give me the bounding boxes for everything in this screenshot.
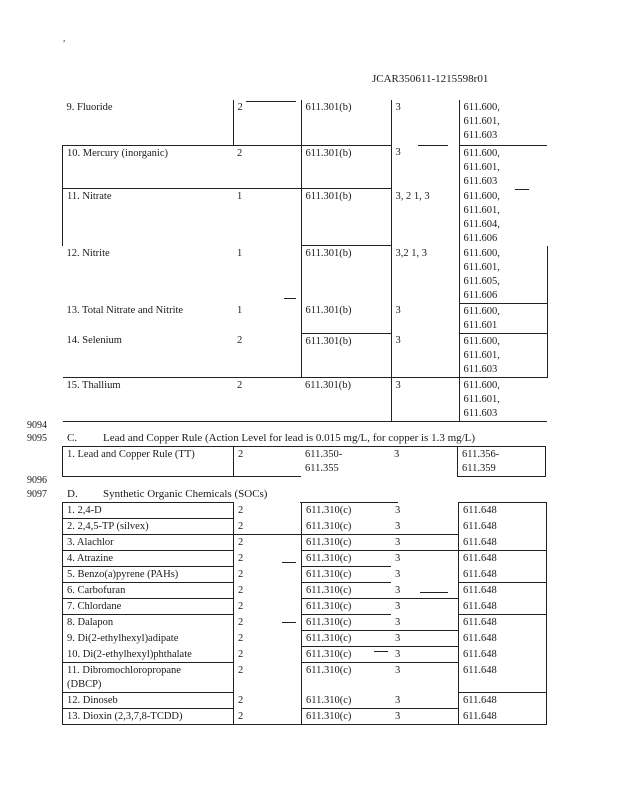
- corner-mark: ,: [63, 33, 66, 43]
- table-row: [63, 693, 547, 709]
- section-cell: 611.301(b): [301, 246, 391, 304]
- contaminant-cell: 12. Dinoseb: [63, 693, 234, 709]
- method-cell: 611.600, 611.601: [459, 303, 547, 333]
- contaminant-cell: 9. Fluoride: [63, 100, 234, 145]
- mcl-cell: 2: [238, 664, 244, 676]
- mcl-cell: 2: [238, 600, 244, 612]
- method-cell: 611.648: [459, 503, 547, 519]
- mcl-cell: 2: [233, 100, 301, 145]
- method-cell: 611.600, 611.601, 611.603: [459, 377, 547, 421]
- method-cell: 611.648: [459, 647, 547, 663]
- table-row: [63, 599, 547, 615]
- contaminant-cell: 8. Dalapon: [63, 615, 234, 631]
- line-number: 9095: [27, 433, 47, 444]
- method-cell: 611.648: [459, 631, 547, 647]
- table-row: [63, 567, 547, 583]
- section-cell: 611.310(c): [302, 551, 392, 567]
- mcl-cell: 2: [238, 537, 244, 548]
- table-rule-fragment: [418, 145, 448, 146]
- section-c-title: Lead and Copper Rule (Action Level for lead is 0.015 mg/L, for copper is 1.3 mg/L): [103, 432, 476, 444]
- method-cell: 611.648: [459, 599, 547, 615]
- contaminant-cell: 14. Selenium: [63, 333, 234, 377]
- contaminant-cell: 10. Mercury (inorganic): [63, 145, 234, 189]
- table-row: [63, 246, 548, 304]
- method-cell: 611.648: [459, 583, 547, 599]
- contaminant-cell: 4. Atrazine: [63, 551, 234, 567]
- table-row: [63, 333, 548, 377]
- table-row: [63, 100, 548, 145]
- mcl-cell: 2: [233, 377, 301, 421]
- freq-cell: 3: [395, 601, 401, 612]
- contaminant-cell: 9. Di(2-ethylhexyl)adipate: [63, 631, 234, 647]
- freq-cell: 3,2 1, 3: [391, 246, 459, 304]
- contaminant-cell: 1. 2,4-D: [63, 503, 234, 519]
- section-cell: 611.301(b): [301, 100, 391, 145]
- mcl-cell: 1: [237, 191, 243, 202]
- section-cell: 611.310(c): [302, 567, 392, 583]
- line-number: 9094: [27, 420, 47, 431]
- freq-cell: 3: [391, 583, 459, 599]
- method-cell: 611.648: [459, 519, 547, 535]
- section-cell: 611.310(c): [302, 503, 392, 519]
- table-row: [63, 551, 547, 567]
- table-rule-fragment: [420, 592, 448, 593]
- line-number: 9096: [27, 475, 47, 486]
- section-cell: 611.310(c): [302, 519, 392, 535]
- contaminant-cell: 12. Nitrite: [66, 247, 110, 259]
- table-row: [63, 615, 547, 631]
- table-row: [63, 377, 548, 421]
- contaminant-cell: 13. Total Nitrate and Nitrite: [66, 305, 184, 316]
- table-row: [63, 631, 547, 647]
- mcl-cell: 2: [238, 648, 244, 660]
- contaminant-cell: 7. Chlordane: [63, 599, 234, 615]
- freq-cell: 3: [391, 100, 459, 145]
- mcl-cell: 2: [234, 709, 302, 725]
- soc-table-body: [63, 503, 547, 725]
- section-cell: 611.301(b): [301, 377, 391, 421]
- method-cell: 611.648: [459, 535, 547, 551]
- section-cell: 611.310(c): [302, 599, 392, 615]
- mcl-cell: 2: [238, 552, 244, 564]
- lead-copper-table: [62, 446, 546, 477]
- method-cell: 611.648: [459, 567, 547, 583]
- method-cell: 611.356- 611.359: [458, 447, 546, 477]
- contaminant-cell: 11. Nitrate: [63, 189, 234, 246]
- method-cell: 611.648: [459, 663, 547, 693]
- contaminant-cell: 10. Di(2-ethylhexyl)phthalate: [63, 647, 234, 663]
- method-cell: 611.648: [459, 615, 547, 631]
- table-row: [63, 519, 547, 535]
- table-row: [63, 303, 548, 333]
- table-rule-fragment: [282, 562, 296, 563]
- table-row: [63, 189, 548, 246]
- table-row: [63, 647, 547, 663]
- freq-cell: 3: [391, 333, 459, 377]
- freq-cell: 3: [395, 504, 401, 516]
- freq-cell: 3: [391, 551, 459, 567]
- section-cell: 611.310(c): [302, 709, 392, 725]
- section-cell: 611.301(b): [301, 189, 391, 246]
- contaminant-cell: 3. Alachlor: [63, 535, 234, 551]
- contaminant-cell: 2. 2,4,5-TP (silvex): [63, 519, 234, 535]
- mcl-cell: 2: [238, 584, 244, 596]
- section-c-letter: C.: [67, 432, 78, 444]
- section-cell: 611.310(c): [302, 693, 392, 709]
- table-row: [63, 145, 548, 189]
- freq-cell: 3: [391, 693, 459, 709]
- lead-copper-table-body: [63, 447, 546, 477]
- section-d-title: Synthetic Organic Chemicals (SOCs): [103, 488, 268, 500]
- section-cell: 611.310(c): [302, 647, 392, 663]
- table-row: [63, 535, 547, 551]
- mcl-cell: 2: [238, 504, 244, 516]
- section-d-letter: D.: [67, 488, 78, 500]
- freq-cell: 3: [391, 303, 459, 333]
- soc-table: [62, 502, 547, 725]
- mcl-cell: 2: [238, 632, 244, 644]
- table-rule-fragment: [515, 189, 529, 190]
- table-row: [63, 663, 547, 693]
- mcl-cell: 2: [238, 616, 244, 628]
- freq-cell: 3: [395, 537, 401, 548]
- document-id: JCAR350611-1215598r01: [372, 73, 489, 85]
- freq-cell: 3: [395, 616, 401, 628]
- mcl-cell: 2: [233, 145, 301, 189]
- section-cell: 611.350- 611.355: [301, 447, 390, 477]
- table-rule-fragment: [374, 651, 388, 652]
- inorganic-table: [62, 100, 548, 422]
- freq-cell: 3: [395, 568, 401, 580]
- mcl-cell: 1: [237, 247, 243, 259]
- method-cell: 611.648: [459, 551, 547, 567]
- contaminant-cell: 15. Thallium: [63, 377, 234, 421]
- mcl-cell: 2: [234, 447, 302, 477]
- freq-cell: 3: [391, 631, 459, 647]
- freq-cell: 3: [391, 709, 459, 725]
- freq-cell: 3: [391, 145, 459, 189]
- freq-cell: 3: [391, 663, 459, 693]
- table-row: [63, 709, 547, 725]
- freq-cell: 3: [391, 377, 459, 421]
- inorganic-table-body: [63, 100, 548, 421]
- line-number: 9097: [27, 489, 47, 500]
- table-row: [63, 583, 547, 599]
- section-cell: 611.301(b): [301, 145, 391, 189]
- contaminant-cell: 1. Lead and Copper Rule (TT): [63, 447, 234, 477]
- section-cell: 611.310(c): [302, 615, 392, 631]
- table-rule-fragment: [284, 298, 296, 299]
- method-cell: 611.600, 611.601, 611.603: [459, 100, 547, 145]
- freq-cell: 3, 2 1, 3: [391, 189, 459, 246]
- contaminant-cell: 5. Benzo(a)pyrene (PAHs): [63, 567, 234, 583]
- section-cell: 611.310(c): [302, 663, 392, 693]
- table-rule-fragment: [282, 622, 296, 623]
- mcl-cell: 2: [238, 694, 244, 706]
- mcl-cell: 1: [237, 305, 243, 316]
- table-rule-fragment: [246, 101, 296, 102]
- method-cell: 611.600, 611.601, 611.603: [459, 333, 547, 377]
- table-row: [63, 503, 547, 519]
- section-cell: 611.301(b): [301, 303, 391, 333]
- freq-cell: 3: [391, 647, 459, 663]
- contaminant-cell: 6. Carbofuran: [63, 583, 234, 599]
- freq-cell: 3: [390, 447, 458, 477]
- mcl-cell: 2: [234, 519, 302, 535]
- table-rule-fragment: [300, 502, 398, 503]
- method-cell: 611.600, 611.601, 611.604, 611.606: [459, 189, 547, 246]
- method-cell: 611.600, 611.601, 611.605, 611.606: [459, 246, 547, 304]
- freq-cell: 3: [391, 519, 459, 535]
- mcl-cell: 2: [233, 333, 301, 377]
- method-cell: 611.648: [459, 693, 547, 709]
- method-cell: 611.648: [459, 709, 547, 725]
- section-cell: 611.310(c): [302, 535, 392, 551]
- section-cell: 611.310(c): [302, 583, 392, 599]
- section-cell: 611.310(c): [302, 631, 392, 647]
- table-row: [63, 447, 546, 477]
- section-cell: 611.301(b): [301, 333, 391, 377]
- contaminant-cell: 11. Dibromochloropropane (DBCP): [63, 663, 234, 693]
- mcl-cell: 2: [238, 568, 244, 580]
- contaminant-cell: 13. Dioxin (2,3,7,8-TCDD): [63, 709, 234, 725]
- method-cell: 611.600, 611.601, 611.603: [459, 145, 547, 189]
